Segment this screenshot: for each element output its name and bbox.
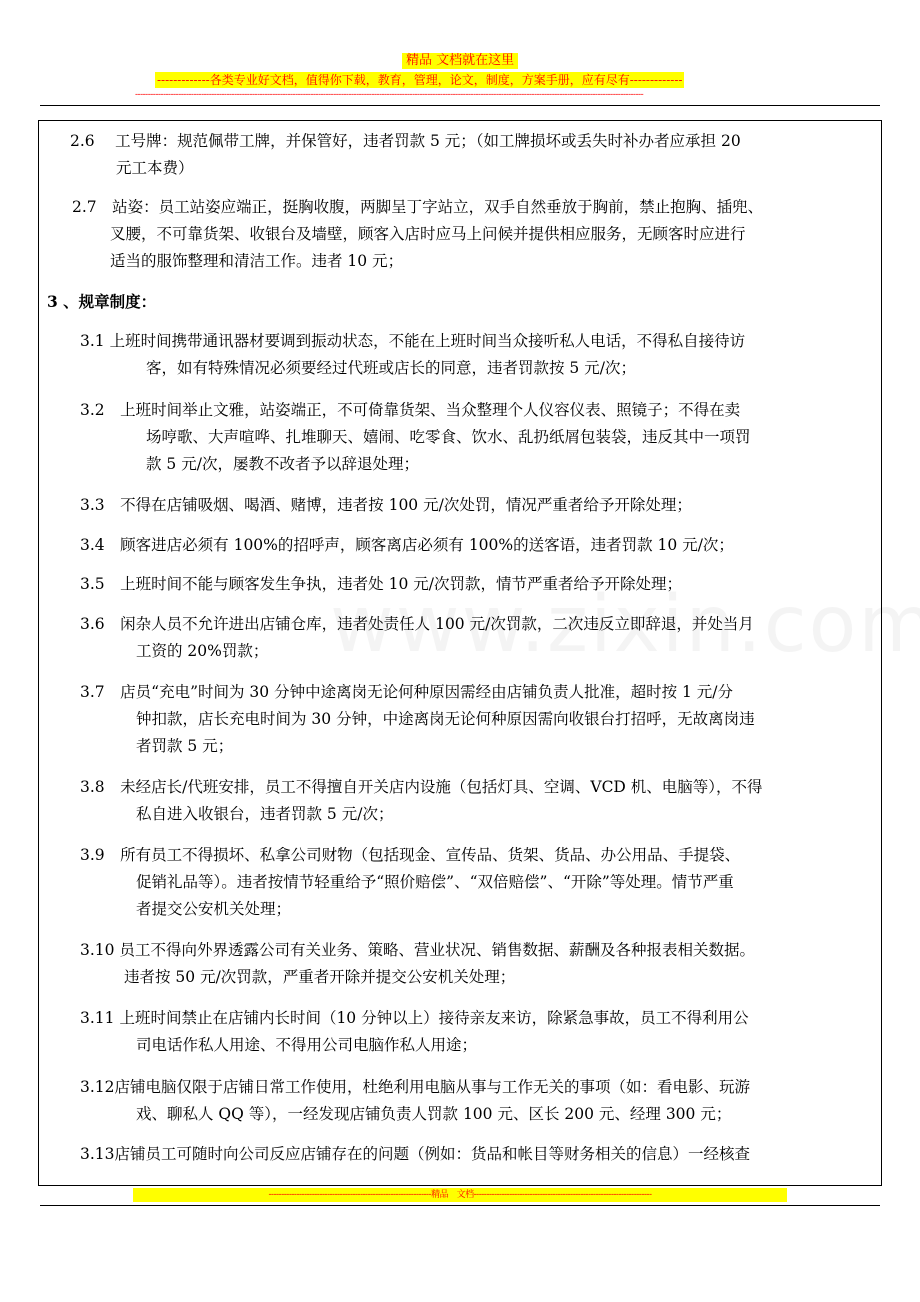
clause-line: 3.8 未经店长/代班安排，员工不得擅自开关店内设施（包括灯具、空调、VCD 机、电脑等），不得 [80, 778, 763, 796]
clause-3-7 [80, 679, 755, 760]
clause-3-6 [80, 611, 754, 665]
header-tagline: -------------各类专业好文档，值得你下载，教育，管理，论文，制度，方案手册，应有尽有------------- [157, 73, 683, 87]
clause-line: 3.2 上班时间举止文雅，站姿端正，不可倚靠货架、当众整理个人仪容仪表、照镜子；不得在卖 [80, 401, 741, 419]
clause-line: 者罚款 5 元； [136, 737, 234, 755]
clause-line: 3.7 店员“充电”时间为 30 分钟中途离岗无论何种原因需经由店铺负责人批准，超时按 1 元/分 [80, 683, 734, 701]
clause-line: 2.6 工号牌：规范佩带工牌，并保管好，违者罚款 5 元；（如工牌损坏或丢失时补办者应承担 20 [70, 132, 741, 150]
section-title: 3 、规章制度： [47, 292, 157, 311]
clause-line: 3.5 上班时间不能与顾客发生争执，违者处 10 元/次罚款，情节严重者给予开除处理； [80, 575, 682, 593]
clause-line: 钟扣款，店长充电时间为 30 分钟，中途离岗无论何种原因需向收银台打招呼，无故离岗违 [136, 710, 755, 728]
footer-bar: ----------------------------------------------------------------精品 文档---------------------------------------------------------------------- [133, 1188, 787, 1202]
clause-line: 3.11 上班时间禁止在店铺内长时间（10 分钟以上）接待亲友来访，除紧急事故，员工不得利用公 [80, 1009, 749, 1027]
clause-line: 工资的 20%罚款； [136, 642, 269, 660]
header-dash-line: -------------------------------------------------------------------------------------------------------------------------------------------------------------------------------------------------------- [135, 90, 644, 100]
clause-3-4 [80, 532, 734, 559]
clause-line: 适当的服饰整理和清洁工作。违者 10 元； [110, 252, 404, 270]
clause-line: 者提交公安机关处理； [136, 900, 292, 918]
clause-line: 场哼歌、大声喧哗、扎堆聊天、嬉闹、吃零食、饮水、乱扔纸屑包装袋，违反其中一项罚 [146, 428, 751, 446]
clause-3-1 [80, 328, 745, 382]
clause-line: 款 5 元/次，屡教不改者予以辞退处理； [146, 455, 419, 473]
clause-3-8 [80, 774, 763, 828]
clause-3-9 [80, 842, 740, 923]
header-title: 精品 文档就在这里 [402, 53, 518, 69]
clause-3-3 [80, 492, 692, 519]
clause-line: 3.9 所有员工不得损坏、私拿公司财物（包括现金、宣传品、货架、货品、办公用品、手提袋、 [80, 846, 741, 864]
clause-line: 叉腰，不可靠货架、收银台及墙壁，顾客入店时应马上问候并提供相应服务，无顾客时应进行 [110, 225, 746, 243]
clause-line: 司电话作私人用途、不得用公司电脑作私人用途； [136, 1036, 478, 1054]
clause-line: 戏、聊私人 QQ 等），一经发现店铺负责人罚款 100 元、区长 200 元、经理 300 元； [136, 1105, 732, 1123]
clause-line: 3.12店铺电脑仅限于店铺日常工作使用，杜绝利用电脑从事与工作无关的事项（如：看电影、玩游 [80, 1078, 751, 1096]
footer-rule [40, 1205, 880, 1206]
clause-2-6 [70, 128, 741, 182]
clause-line: 3.4 顾客进店必须有 100%的招呼声，顾客离店必须有 100%的送客语，违者罚款 10 元/次； [80, 536, 734, 554]
clause-line: 3.10 员工不得向外界透露公司有关业务、策略、营业状况、销售数据、薪酬及各种报表相关数据。 [80, 941, 755, 959]
clause-line: 违者按 50 元/次罚款，严重者开除并提交公安机关处理； [124, 968, 516, 986]
clause-line: 私自进入收银台，违者罚款 5 元/次； [136, 805, 394, 823]
clause-line: 元工本费） [116, 159, 194, 177]
clause-3-12 [80, 1074, 750, 1128]
clause-2-7 [72, 194, 763, 275]
clause-3-13 [80, 1141, 750, 1168]
clause-line: 3.13店铺员工可随时向公司反应店铺存在的问题（例如：货品和帐目等财务相关的信息）一经核查 [80, 1145, 751, 1163]
clause-3-10 [80, 937, 755, 991]
clause-line: 客，如有特殊情况必须要经过代班或店长的同意，违者罚款按 5 元/次； [146, 359, 636, 377]
clause-line: 3.6 闲杂人员不允许进出店铺仓库，违者处责任人 100 元/次罚款，二次违反立即辞退，并处当月 [80, 615, 754, 633]
clause-line: 3.1 上班时间携带通讯器材要调到振动状态，不能在上班时间当众接听私人电话，不得私自接待访 [80, 332, 746, 350]
clause-line: 促销礼品等）。违者按情节轻重给予“照价赔偿”、“双倍赔偿”、“开除”等处理。情节严重 [136, 873, 734, 891]
clause-3-2 [80, 397, 751, 478]
clause-line: 3.3 不得在店铺吸烟、喝酒、赌博，违者按 100 元/次处罚，情况严重者给予开除处理； [80, 496, 692, 514]
clause-line: 2.7 站姿：员工站姿应端正，挺胸收腹，两脚呈丁字站立，双手自然垂放于胸前，禁止抱胸、插兜、 [72, 198, 764, 216]
clause-3-5 [80, 571, 682, 598]
clause-3-11 [80, 1005, 749, 1059]
